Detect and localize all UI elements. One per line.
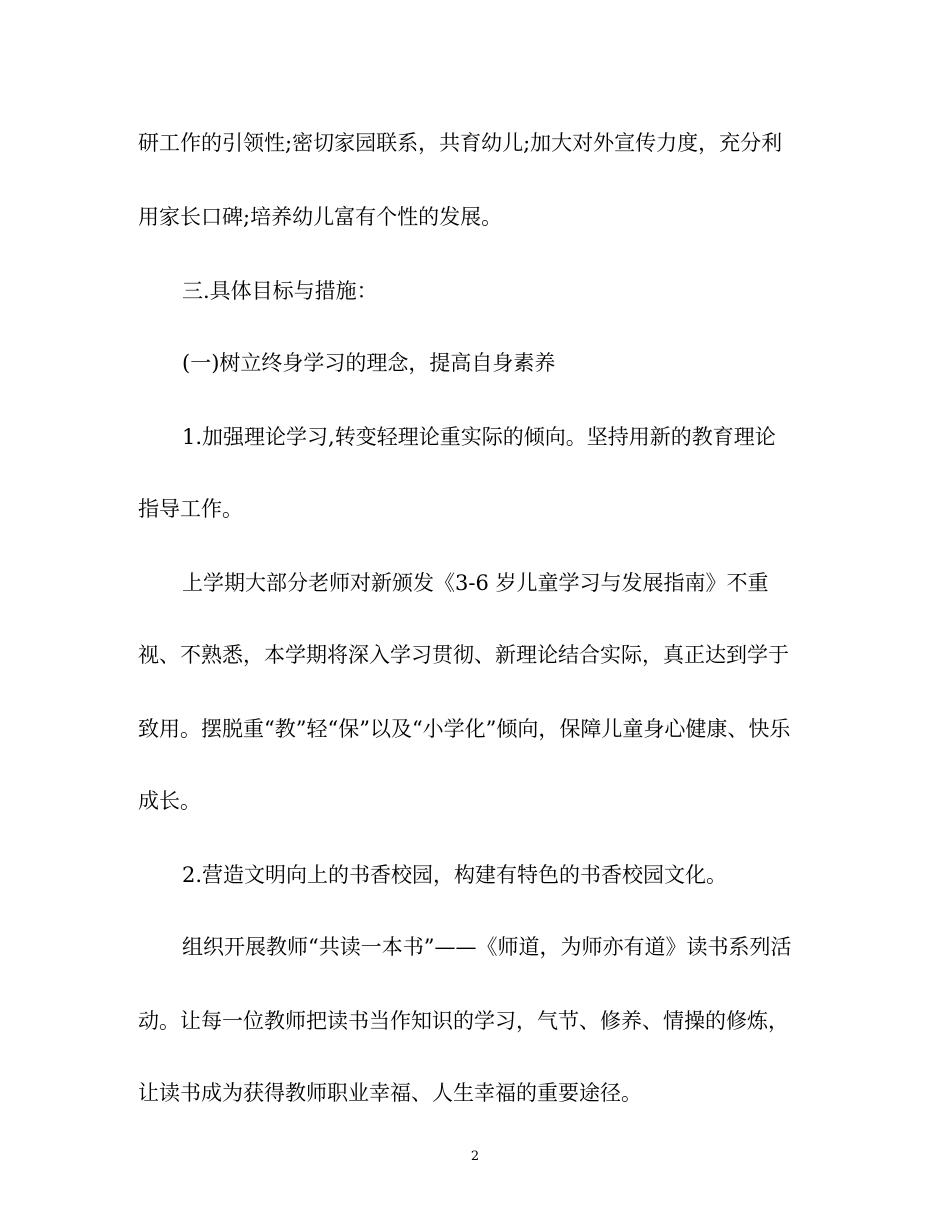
paragraph-line: 致用。摆脱重“教”轻“保”以及“小学化”倾向，保障儿童身心健康、快乐 <box>138 717 791 741</box>
paragraph-line: 指导工作。 <box>138 497 243 521</box>
paragraph-line: 1.加强理论学习,转变轻理论重实际的倾向。坚持用新的教育理论 <box>182 425 776 449</box>
paragraph-line: 用家长口碑;培养幼儿富有个性的发展。 <box>138 205 503 229</box>
paragraph-line: 动。让每一位教师把读书当作知识的学习，气节、修养、情操的修炼， <box>138 1009 789 1033</box>
paragraph-line: 研工作的引领性;密切家园联系，共育幼儿;加大对外宣传力度，充分利 <box>138 131 783 155</box>
subsection-heading: (一)树立终身学习的理念，提高自身素养 <box>182 351 556 375</box>
paragraph-line: 2.营造文明向上的书香校园，构建有特色的书香校园文化。 <box>182 863 728 887</box>
page-number: 2 <box>470 1149 480 1164</box>
paragraph-line: 成长。 <box>138 789 201 813</box>
paragraph-line: 上学期大部分老师对新颁发《3-6 岁儿童学习与发展指南》不重 <box>182 571 769 595</box>
paragraph-line: 让读书成为获得教师职业幸福、人生幸福的重要途径。 <box>138 1081 642 1105</box>
section-heading: 三.具体目标与措施： <box>182 279 378 303</box>
paragraph-line: 视、不熟悉，本学期将深入学习贯彻、新理论结合实际，真正达到学于 <box>138 643 789 667</box>
paragraph-line: 组织开展教师“共读一本书”——《师道，为师亦有道》读书系列活 <box>182 935 792 959</box>
